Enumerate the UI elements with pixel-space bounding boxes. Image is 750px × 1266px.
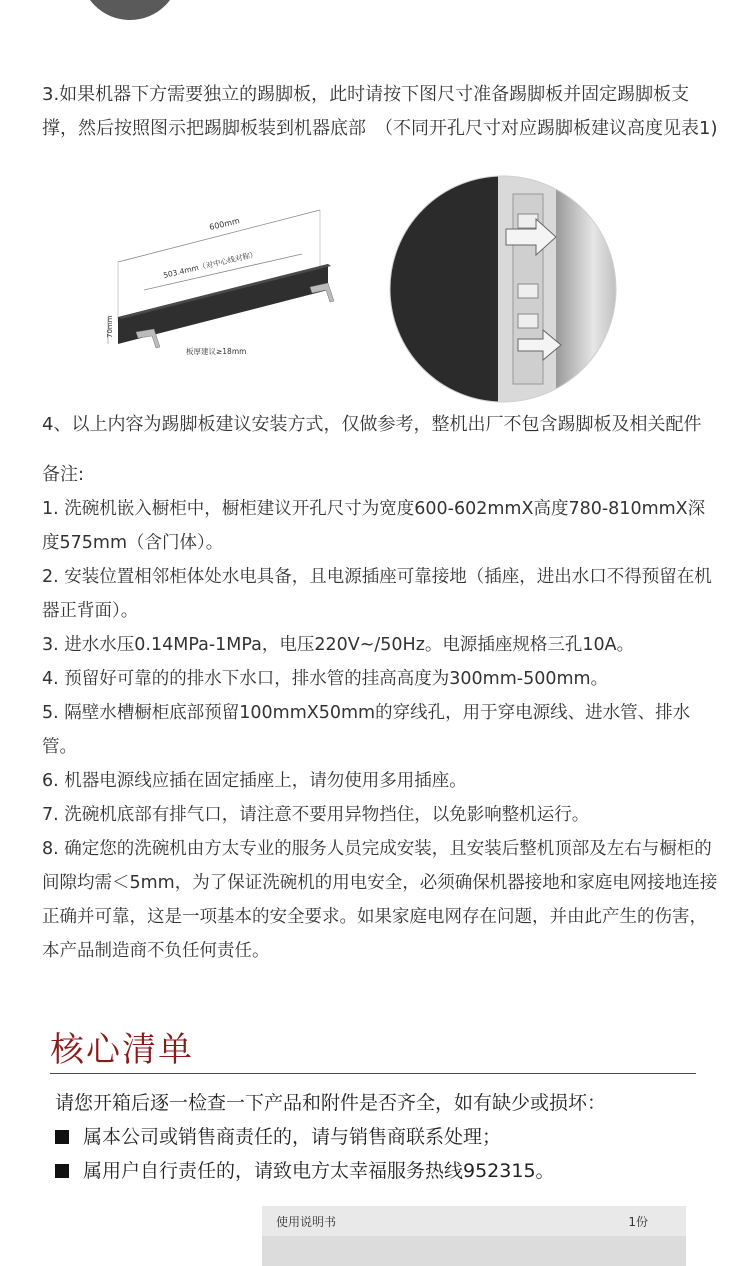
height-label: 70mm: [106, 315, 114, 338]
notes-list: [42, 492, 722, 968]
list-item: 7. 洗碗机底部有排气口，请注意不要用异物挡住，以免影响整机运行。: [42, 805, 590, 825]
kickboard-dimension-diagram: [88, 192, 368, 382]
section-divider: [50, 1073, 696, 1074]
item-name: 使用说明书: [276, 1214, 337, 1229]
checklist-intro: 请您开箱后逐一检查一下产品和附件是否齐全，如有缺少或损坏：: [55, 1092, 607, 1114]
table-row: [262, 1236, 686, 1266]
section-title: 核心清单: [50, 1030, 194, 1070]
list-item: 4. 预留好可靠的的排水下水口，排水管的挂高高度为300mm-500mm。: [42, 669, 609, 689]
list-item: 3. 进水水压0.14MPa-1MPa，电压220V~/50Hz。电源插座规格三孔10A。: [42, 635, 635, 655]
list-item: 属本公司或销售商责任的，请与销售商联系处理；: [55, 1120, 555, 1154]
list-item: 1. 洗碗机嵌入橱柜中，橱柜建议开孔尺寸为宽度600-602mmX高度780-810mmX深度575mm（含门体）。: [42, 499, 706, 553]
list-item: 5. 隔壁水槽橱柜底部预留100mmX50mm的穿线孔，用于穿电源线、进水管、排水管。: [42, 703, 691, 757]
product-image-partial: [80, 0, 180, 20]
center-label: 503.4mm（对中心线对称）: [162, 249, 259, 280]
width-label: 600mm: [208, 216, 241, 232]
accessory-table: [262, 1206, 686, 1266]
list-item: 6. 机器电源线应插在固定插座上，请勿使用多用插座。: [42, 771, 467, 791]
checklist-bullets: [55, 1120, 555, 1188]
list-item: 属用户自行责任的，请致电方太幸福服务热线952315。: [55, 1154, 555, 1188]
thickness-label: 板厚建议≥18mm: [186, 347, 247, 356]
notes-title: 备注:: [42, 464, 85, 485]
square-bullet-icon: [55, 1164, 69, 1178]
list-item: 2. 安装位置相邻柜体处水电具备，且电源插座可靠接地（插座，进出水口不得预留在机器正背面）。: [42, 567, 712, 621]
table-row: [262, 1206, 686, 1236]
square-bullet-icon: [55, 1130, 69, 1144]
item-qty: 1份: [628, 1214, 648, 1229]
mounting-detail-image: [388, 174, 618, 404]
install-step-3: 3.如果机器下方需要独立的踢脚板，此时请按下图尺寸准备踢脚板并固定踢脚板支撑，然后按照图示把踢脚板装到机器底部 （不同开孔尺寸对应踢脚板建议高度见表1): [42, 84, 718, 139]
install-step-4: 4、以上内容为踢脚板建议安装方式，仅做参考，整机出厂不包含踢脚板及相关配件: [42, 414, 702, 435]
list-item: 8. 确定您的洗碗机由方太专业的服务人员完成安装，且安装后整机顶部及左右与橱柜的间隙均需＜5mm，为了保证洗碗机的用电安全，必须确保机器接地和家庭电网接地连接正确并可靠，这是一项基本的安全要求。如果家庭电网存在问题，并由此产生的伤害，本产品制造商不负任何责任。: [42, 839, 718, 961]
